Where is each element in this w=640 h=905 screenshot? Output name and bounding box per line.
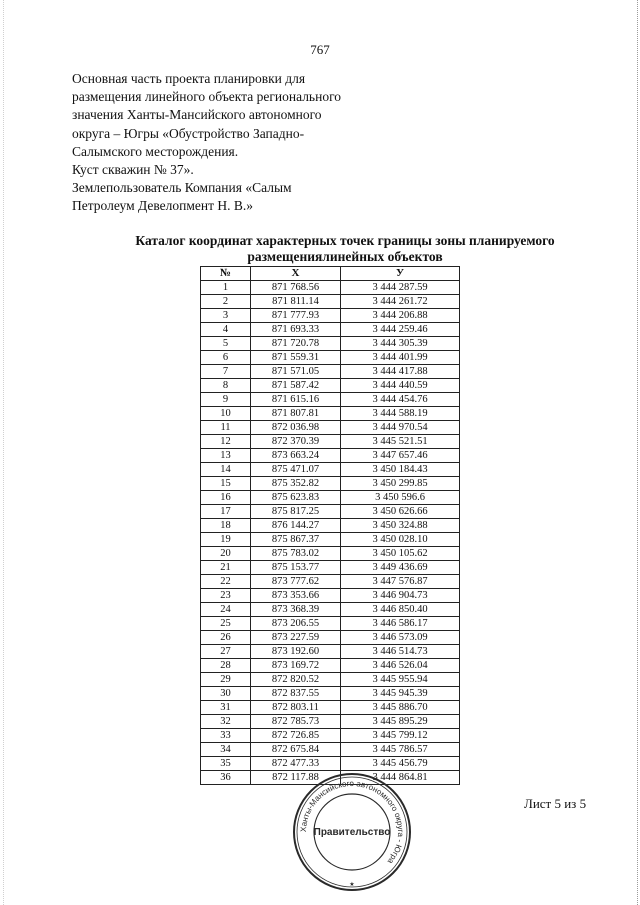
cell-y: 3 444 206.88 — [341, 309, 460, 323]
seal-ring-text: Ханты-Мансийского автономного округа - Югра — [298, 778, 406, 866]
cell-x: 873 169.72 — [251, 659, 341, 673]
seal-center-text: Правительство — [313, 827, 391, 838]
catalog-title-line-1: Каталог координат характерных точек границы зоны планируемого — [135, 233, 555, 248]
page-edge-left — [3, 0, 5, 905]
cell-number: 26 — [201, 631, 251, 645]
table-row — [201, 659, 460, 673]
cell-number: 20 — [201, 547, 251, 561]
cell-y: 3 444 305.39 — [341, 337, 460, 351]
official-seal — [288, 768, 416, 896]
cell-y: 3 445 895.29 — [341, 715, 460, 729]
cell-x: 875 471.07 — [251, 463, 341, 477]
table-row — [201, 715, 460, 729]
cell-number: 36 — [201, 771, 251, 785]
cell-x: 875 867.37 — [251, 533, 341, 547]
cell-number: 7 — [201, 365, 251, 379]
cell-number: 23 — [201, 589, 251, 603]
cell-y: 3 446 850.40 — [341, 603, 460, 617]
cell-y: 3 444 970.54 — [341, 421, 460, 435]
header-line: значения Ханты-Мансийского автономного — [72, 107, 322, 123]
table-row — [201, 365, 460, 379]
coordinates-table-body — [201, 281, 460, 785]
cell-number: 10 — [201, 407, 251, 421]
column-header-number: № — [201, 267, 251, 281]
cell-number: 27 — [201, 645, 251, 659]
table-row — [201, 547, 460, 561]
cell-y: 3 445 799.12 — [341, 729, 460, 743]
table-row — [201, 575, 460, 589]
table-row — [201, 449, 460, 463]
table-row — [201, 505, 460, 519]
cell-x: 875 352.82 — [251, 477, 341, 491]
header-line: Основная часть проекта планировки для — [72, 71, 306, 86]
cell-x: 871 571.05 — [251, 365, 341, 379]
cell-x: 872 036.98 — [251, 421, 341, 435]
cell-y: 3 447 576.87 — [341, 575, 460, 589]
cell-x: 871 807.81 — [251, 407, 341, 421]
cell-number: 31 — [201, 701, 251, 715]
table-row — [201, 603, 460, 617]
cell-x: 871 693.33 — [251, 323, 341, 337]
cell-number: 25 — [201, 617, 251, 631]
table-row — [201, 407, 460, 421]
cell-y: 3 444 259.46 — [341, 323, 460, 337]
cell-number: 32 — [201, 715, 251, 729]
cell-x: 871 587.42 — [251, 379, 341, 393]
cell-number: 16 — [201, 491, 251, 505]
cell-x: 872 726.85 — [251, 729, 341, 743]
table-row — [201, 631, 460, 645]
cell-y: 3 450 324.88 — [341, 519, 460, 533]
cell-number: 11 — [201, 421, 251, 435]
cell-y: 3 450 028.10 — [341, 533, 460, 547]
header-line: Салымского месторождения. — [72, 143, 239, 159]
cell-number: 9 — [201, 393, 251, 407]
table-row — [201, 561, 460, 575]
cell-y: 3 446 586.17 — [341, 617, 460, 631]
cell-y: 3 444 401.99 — [341, 351, 460, 365]
table-row — [201, 323, 460, 337]
cell-x: 872 675.84 — [251, 743, 341, 757]
cell-x: 872 803.11 — [251, 701, 341, 715]
cell-x: 873 663.24 — [251, 449, 341, 463]
cell-number: 8 — [201, 379, 251, 393]
cell-number: 15 — [201, 477, 251, 491]
table-row — [201, 701, 460, 715]
cell-number: 35 — [201, 757, 251, 771]
cell-number: 33 — [201, 729, 251, 743]
cell-y: 3 450 299.85 — [341, 477, 460, 491]
cell-y: 3 444 261.72 — [341, 295, 460, 309]
cell-y: 3 444 454.76 — [341, 393, 460, 407]
header-line: Петролеум Девелопмент Н. В.» — [72, 198, 254, 214]
page-edge-right — [636, 0, 638, 905]
cell-number: 28 — [201, 659, 251, 673]
table-row — [201, 309, 460, 323]
table-row — [201, 687, 460, 701]
table-row — [201, 743, 460, 757]
cell-y: 3 445 955.94 — [341, 673, 460, 687]
cell-number: 2 — [201, 295, 251, 309]
cell-y: 3 446 514.73 — [341, 645, 460, 659]
cell-x: 871 559.31 — [251, 351, 341, 365]
table-row — [201, 351, 460, 365]
cell-number: 1 — [201, 281, 251, 295]
cell-y: 3 450 596.6 — [341, 491, 460, 505]
cell-number: 29 — [201, 673, 251, 687]
cell-y: 3 445 945.39 — [341, 687, 460, 701]
cell-number: 6 — [201, 351, 251, 365]
cell-number: 30 — [201, 687, 251, 701]
table-row — [201, 477, 460, 491]
cell-number: 3 — [201, 309, 251, 323]
cell-y: 3 444 440.59 — [341, 379, 460, 393]
cell-number: 24 — [201, 603, 251, 617]
table-row — [201, 435, 460, 449]
cell-number: 18 — [201, 519, 251, 533]
table-row — [201, 463, 460, 477]
cell-x: 871 768.56 — [251, 281, 341, 295]
cell-x: 872 837.55 — [251, 687, 341, 701]
cell-y: 3 450 105.62 — [341, 547, 460, 561]
cell-x: 871 777.93 — [251, 309, 341, 323]
cell-number: 14 — [201, 463, 251, 477]
table-row — [201, 673, 460, 687]
cell-y: 3 444 588.19 — [341, 407, 460, 421]
header-line: округа – Югры «Обустройство Западно- — [72, 125, 305, 141]
cell-number: 13 — [201, 449, 251, 463]
table-row — [201, 519, 460, 533]
cell-x: 873 353.66 — [251, 589, 341, 603]
cell-x: 873 192.60 — [251, 645, 341, 659]
column-header-y: У — [341, 267, 460, 281]
cell-y: 3 445 786.57 — [341, 743, 460, 757]
cell-y: 3 446 904.73 — [341, 589, 460, 603]
cell-x: 872 370.39 — [251, 435, 341, 449]
coordinates-table — [200, 266, 460, 785]
table-row — [201, 645, 460, 659]
cell-x: 871 811.14 — [251, 295, 341, 309]
table-row — [201, 729, 460, 743]
cell-y: 3 447 657.46 — [341, 449, 460, 463]
table-row — [201, 379, 460, 393]
cell-number: 4 — [201, 323, 251, 337]
table-row — [201, 337, 460, 351]
header-line: размещения линейного объекта регионального — [72, 89, 342, 105]
table-header-row — [201, 267, 460, 281]
cell-x: 872 785.73 — [251, 715, 341, 729]
cell-number: 19 — [201, 533, 251, 547]
table-row — [201, 589, 460, 603]
page-number: 767 — [310, 42, 330, 57]
table-row — [201, 393, 460, 407]
cell-number: 5 — [201, 337, 251, 351]
cell-y: 3 445 456.79 — [341, 757, 460, 771]
cell-y: 3 446 573.09 — [341, 631, 460, 645]
cell-x: 876 144.27 — [251, 519, 341, 533]
cell-number: 22 — [201, 575, 251, 589]
cell-x: 872 477.33 — [251, 757, 341, 771]
cell-x: 875 817.25 — [251, 505, 341, 519]
cell-y: 3 444 864.81 — [341, 771, 460, 785]
cell-x: 875 153.77 — [251, 561, 341, 575]
sheet-label: Лист 5 из 5 — [524, 796, 587, 811]
cell-x: 871 615.16 — [251, 393, 341, 407]
cell-x: 873 368.39 — [251, 603, 341, 617]
table-row — [201, 281, 460, 295]
column-header-x: Х — [251, 267, 341, 281]
document-header — [72, 70, 402, 216]
catalog-title-line-2: размещениялинейных объектов — [247, 249, 443, 264]
cell-y: 3 450 184.43 — [341, 463, 460, 477]
cell-x: 872 820.52 — [251, 673, 341, 687]
cell-y: 3 444 417.88 — [341, 365, 460, 379]
cell-y: 3 444 287.59 — [341, 281, 460, 295]
cell-number: 34 — [201, 743, 251, 757]
cell-y: 3 445 521.51 — [341, 435, 460, 449]
table-row — [201, 533, 460, 547]
cell-y: 3 449 436.69 — [341, 561, 460, 575]
cell-y: 3 446 526.04 — [341, 659, 460, 673]
table-row — [201, 295, 460, 309]
cell-number: 17 — [201, 505, 251, 519]
cell-x: 873 777.62 — [251, 575, 341, 589]
cell-number: 12 — [201, 435, 251, 449]
seal-star-icon: ★ — [349, 882, 355, 888]
table-row — [201, 617, 460, 631]
cell-number: 21 — [201, 561, 251, 575]
cell-x: 872 117.88 — [251, 771, 341, 785]
table-row — [201, 491, 460, 505]
table-row — [201, 421, 460, 435]
header-line: Землепользователь Компания «Салым — [72, 180, 292, 196]
cell-x: 875 623.83 — [251, 491, 341, 505]
header-line: Куст скважин № 37». — [72, 162, 194, 178]
cell-x: 873 206.55 — [251, 617, 341, 631]
cell-y: 3 450 626.66 — [341, 505, 460, 519]
catalog-title — [95, 233, 595, 265]
cell-x: 875 783.02 — [251, 547, 341, 561]
cell-x: 873 227.59 — [251, 631, 341, 645]
cell-x: 871 720.78 — [251, 337, 341, 351]
cell-y: 3 445 886.70 — [341, 701, 460, 715]
